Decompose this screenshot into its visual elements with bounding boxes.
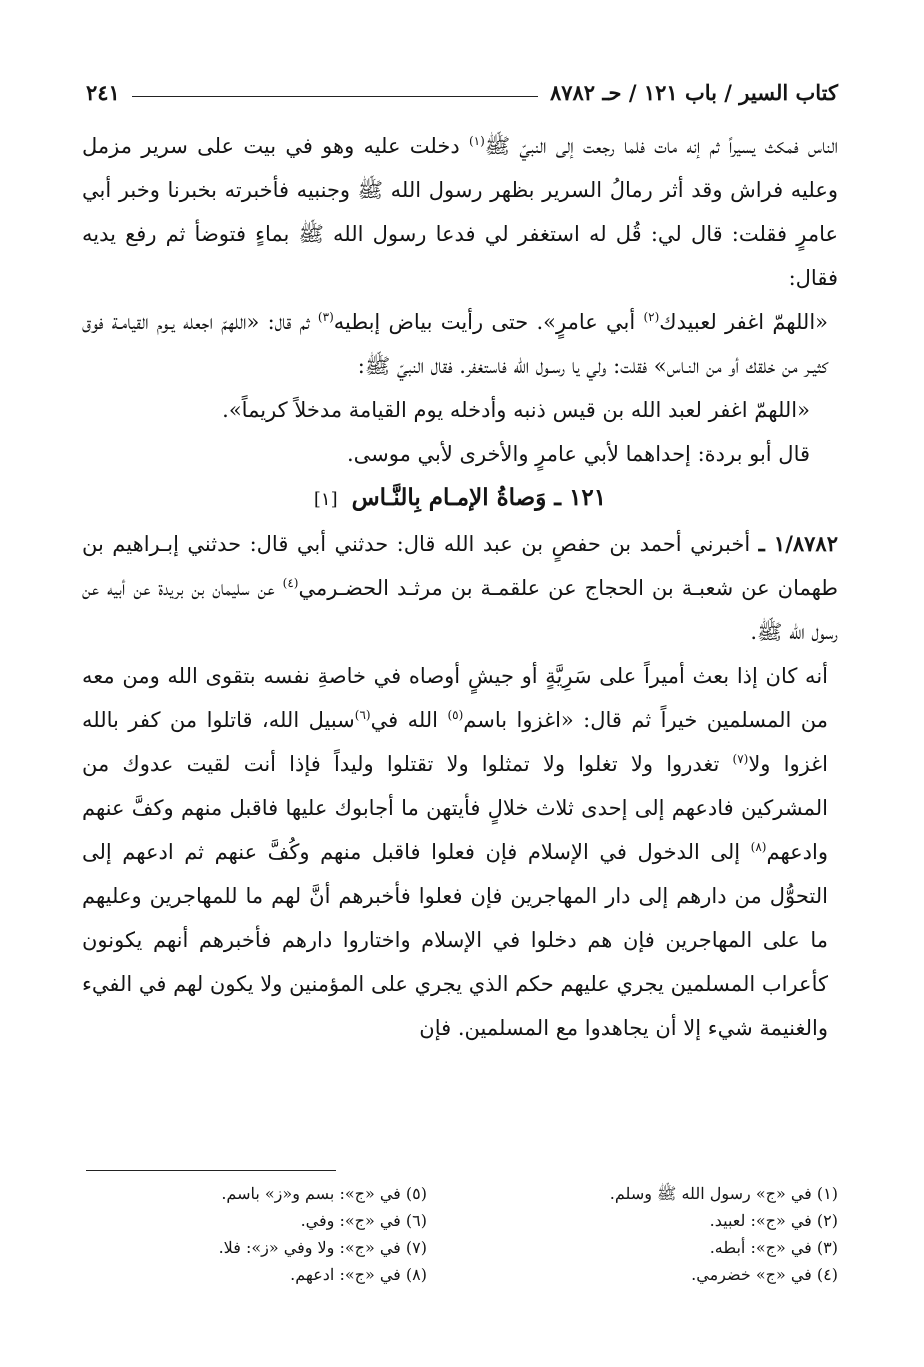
footnote-separator (86, 1170, 336, 1171)
footnote-ref: (٨) (750, 840, 767, 854)
footnote-ref: (٦) (354, 708, 371, 722)
footnote-2: (٢) في «ج»: لعبيد. (709, 1211, 838, 1230)
footnote-ref: (٤) (282, 576, 299, 590)
running-header (86, 72, 838, 112)
footnote-6: (٦) في «ج»: وفي. (300, 1211, 427, 1230)
footnote-ref: (٢) (643, 310, 660, 324)
footnote-ref: (٧) (732, 752, 749, 766)
hadith-isnad (82, 522, 838, 654)
paragraph-text: الله في (370, 708, 448, 732)
paragraph-text: أخبرني أحمد بن حفصٍ بن عبد الله قال: حدثني أبي قال: حدثني إبـراهيم بن طهمان عن شعبـة بن الحجاج عن علقمـة بن مرثـد الحضـرمي (82, 532, 838, 600)
header-title: كتاب السير / باب ١٢١ / حـ ٨٧٨٢ (549, 79, 838, 105)
paragraph-2 (82, 300, 838, 388)
footnote-1: (١) في «ج» رسول الله ﷺ وسلم. (609, 1184, 838, 1203)
paragraph-4: قال أبو بردة: إحداهما لأبي عامرٍ والأخرى لأبي موسى. (346, 442, 810, 466)
paragraph-text: أنه كان إذا بعث أميراً على سَرِيَّةٍ أو جيشٍ أوصاه في خاصةِ نفسه بتقوى الله ومن معه من المسلمين خيراً ثم قال: «اغزوا باسم (82, 664, 828, 732)
main-text (82, 124, 838, 1050)
footnote-ref: (٣) (317, 310, 334, 324)
header-rule (132, 96, 538, 97)
paragraph-text: عن سليمان بن بريدة عن أبيه عن رسول الله ﷺ. (82, 576, 838, 644)
footnote-7: (٧) في «ج»: ولا وفي «ز»: فلا. (218, 1238, 427, 1257)
hadith-matn (82, 654, 838, 1050)
footnotes-right-column (497, 1180, 838, 1288)
section-heading-note: [١] (313, 489, 338, 510)
page-number: ٢٤١ (86, 79, 120, 105)
paragraph-1 (82, 124, 838, 300)
paragraph-text: سبيل الله، قاتلوا من كفر بالله اغزوا ولا (82, 708, 828, 776)
hadith-number: ١/٨٧٨٢ ـ (758, 531, 838, 556)
footnote-3: (٣) في «ج»: أبطه. (709, 1238, 838, 1257)
footnote-ref: (٥) (447, 708, 464, 722)
paragraph-text: إلى الدخول في الإسلام فإن فعلوا فاقبل منهم وكُفَّ عنهم ثم ادعهم إلى التحوُّل من دارهم إلى دار المهاجرين فإن فعلوا فأخبرهم أنَّ لهم ما للمهاجرين وعليهم ما على المهاجرين فإن هم دخلوا في الإسلام واختاروا دارهم فأخبرهم أنهم يكونون كأعراب المسلمين يجري عليهم حكم الذي يجري على المؤمنين ولا يكون لهم في الفيء والغنيمة شيء إلا أن يجاهدوا مع المسلمين. فإن (82, 840, 828, 1040)
paragraph-3: «اللهمّ اغفر لعبد الله بن قيس ذنبه وأدخله يوم القيامة مدخلاً كريماً». (222, 398, 810, 422)
paragraph-text: تغدروا ولا تغلوا ولا تمثلوا ولا تقتلوا وليداً فإذا أنت لقيت عدوك من المشركين فادعهم إلى إحدى ثلاث خلالٍ فأيتهن ما أجابوك عليها فاقبل منهم وكفَّ عنهم وادعهم (82, 752, 828, 864)
paragraph-text: «اللهمّ اغفر لعبيدك (659, 310, 829, 334)
footnotes (86, 1180, 838, 1288)
footnote-8: (٨) في «ج»: ادعهم. (290, 1265, 427, 1284)
paragraph-text: أبي عامرٍ». حتى رأيت بياض إبطيه (333, 310, 644, 334)
footnote-4: (٤) في «ج» خضرمي. (691, 1265, 838, 1284)
paragraph-text: ثم قال: «اللهمّ اجعله يـوم القيامـة فوق كثيـر من خلقك أو من النـاس» فقلت: ولي يا رسـول الله فاستغفر. فقال النبيّ ﷺ: (82, 310, 828, 378)
section-heading-text: ١٢١ ـ وَصاةُ الإمـام بِالنَّـاس (351, 484, 607, 511)
footnotes-left-column (86, 1180, 497, 1288)
footnote-5: (٥) في «ج»: بسم و«ز» باسم. (221, 1184, 427, 1203)
paragraph-text: دخلت عليه وهو في بيت على سرير مزمل وعليه فراش وقد أثر رمالُ السرير بظهر رسول الله ﷺ وجنبيه فأخبرته بخبرنا وخبر أبي عامرٍ فقلت: قال لي: قُل له استغفر لي فدعا رسول الله ﷺ بماءٍ فتوضأ ثم رفع يديه فقال: (82, 134, 838, 290)
footnote-ref: (١) (468, 134, 485, 148)
section-heading (82, 476, 838, 522)
paragraph-text: الناس فمكث يسيراً ثم إنه مات فلما رجعت إلى النبيّ ﷺ (484, 134, 838, 158)
